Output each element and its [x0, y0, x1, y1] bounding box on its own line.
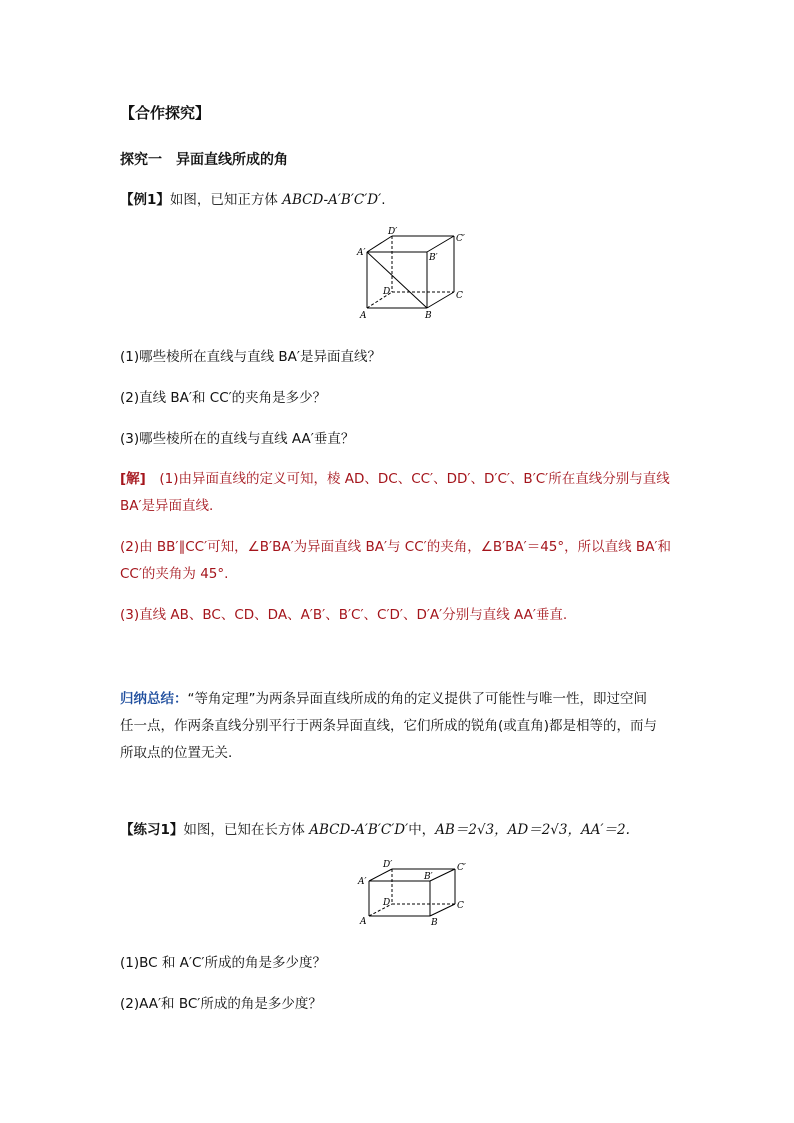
- summary-line-3: 所取点的位置无关.: [120, 745, 233, 761]
- cube-figure: [352, 224, 477, 324]
- cube-label-c: C: [456, 291, 463, 301]
- example1-question-3: (3)哪些棱所在的直线与直线 AA′垂直？: [120, 431, 355, 447]
- box-label-a1: A′: [358, 877, 367, 887]
- solution-line-2: BA′是异面直线.: [120, 498, 214, 514]
- box-figure: [352, 856, 477, 931]
- box-label-b: B: [431, 918, 438, 928]
- example1-intro: [120, 188, 385, 208]
- example1-label: 【例1】: [120, 192, 170, 208]
- cube-label-a: A: [360, 311, 367, 321]
- cube-label-d1: D′: [388, 227, 398, 237]
- practice1-question-2: (2)AA′和 BC′所成的角是多少度？: [120, 996, 322, 1012]
- solution-line-3: (2)由 BB′∥CC′可知，∠B′BA′为异面直线 BA′与 CC′的夹角，∠B′BA′＝45°，所以直线 BA′和: [120, 539, 671, 555]
- box-label-c: C: [457, 901, 464, 911]
- practice1-mid: 中，: [408, 822, 436, 838]
- solution-line-1: [120, 467, 670, 487]
- example1-question-1: (1)哪些棱所在直线与直线 BA′是异面直线？: [120, 349, 381, 365]
- summary-text-1: “等角定理”为两条异面直线所成的角的定义提供了可能性与唯一性，即过空间: [187, 691, 647, 707]
- cube-label-c1: C′: [456, 234, 465, 244]
- example1-intro-end: .: [381, 192, 386, 208]
- practice1-intro-text: 如图，已知在长方体: [183, 822, 305, 838]
- summary-line-1: [120, 687, 647, 707]
- practice1-question-1: (1)BC 和 A′C′所成的角是多少度？: [120, 955, 326, 971]
- practice1-box-name: ABCD-A′B′C′D′: [309, 822, 409, 838]
- summary-line-2: 任一点，作两条直线分别平行于两条异面直线，它们所成的锐角(或直角)都是相等的，而与: [120, 718, 658, 734]
- box-label-c1: C′: [457, 863, 466, 873]
- solution-line-5: (3)直线 AB、BC、CD、DA、A′B′、B′C′、C′D′、D′A′分别与直线 AA′垂直.: [120, 607, 568, 623]
- cube-label-b: B: [425, 311, 432, 321]
- section-heading: 【合作探究】: [120, 104, 211, 122]
- example1-question-2: (2)直线 BA′和 CC′的夹角是多少？: [120, 390, 327, 406]
- solution-label: [解]: [120, 471, 146, 487]
- cube-label-b1: B′: [429, 253, 438, 263]
- practice1-intro: [120, 818, 630, 838]
- box-label-d: D: [383, 898, 391, 908]
- solution-line-4: CC′的夹角为 45°.: [120, 566, 229, 582]
- solution-text-1: (1)由异面直线的定义可知，棱 AD、DC、CC′、DD′、D′C′、B′C′所在直线分别与直线: [159, 471, 670, 487]
- summary-label: 归纳总结：: [120, 691, 188, 707]
- cube-label-d: D: [383, 287, 391, 297]
- subsection-heading: 探究一 异面直线所成的角: [120, 152, 288, 168]
- practice1-conditions: AB＝2√3，AD＝2√3，AA′＝2.: [435, 822, 630, 838]
- box-label-b1: B′: [424, 872, 433, 882]
- box-label-d1: D′: [383, 860, 393, 870]
- example1-cube-name: ABCD-A′B′C′D′: [282, 192, 382, 208]
- cube-label-a1: A′: [357, 248, 366, 258]
- example1-intro-text: 如图，已知正方体: [169, 192, 278, 208]
- box-label-a: A: [360, 917, 367, 927]
- practice1-label: 【练习1】: [120, 822, 184, 838]
